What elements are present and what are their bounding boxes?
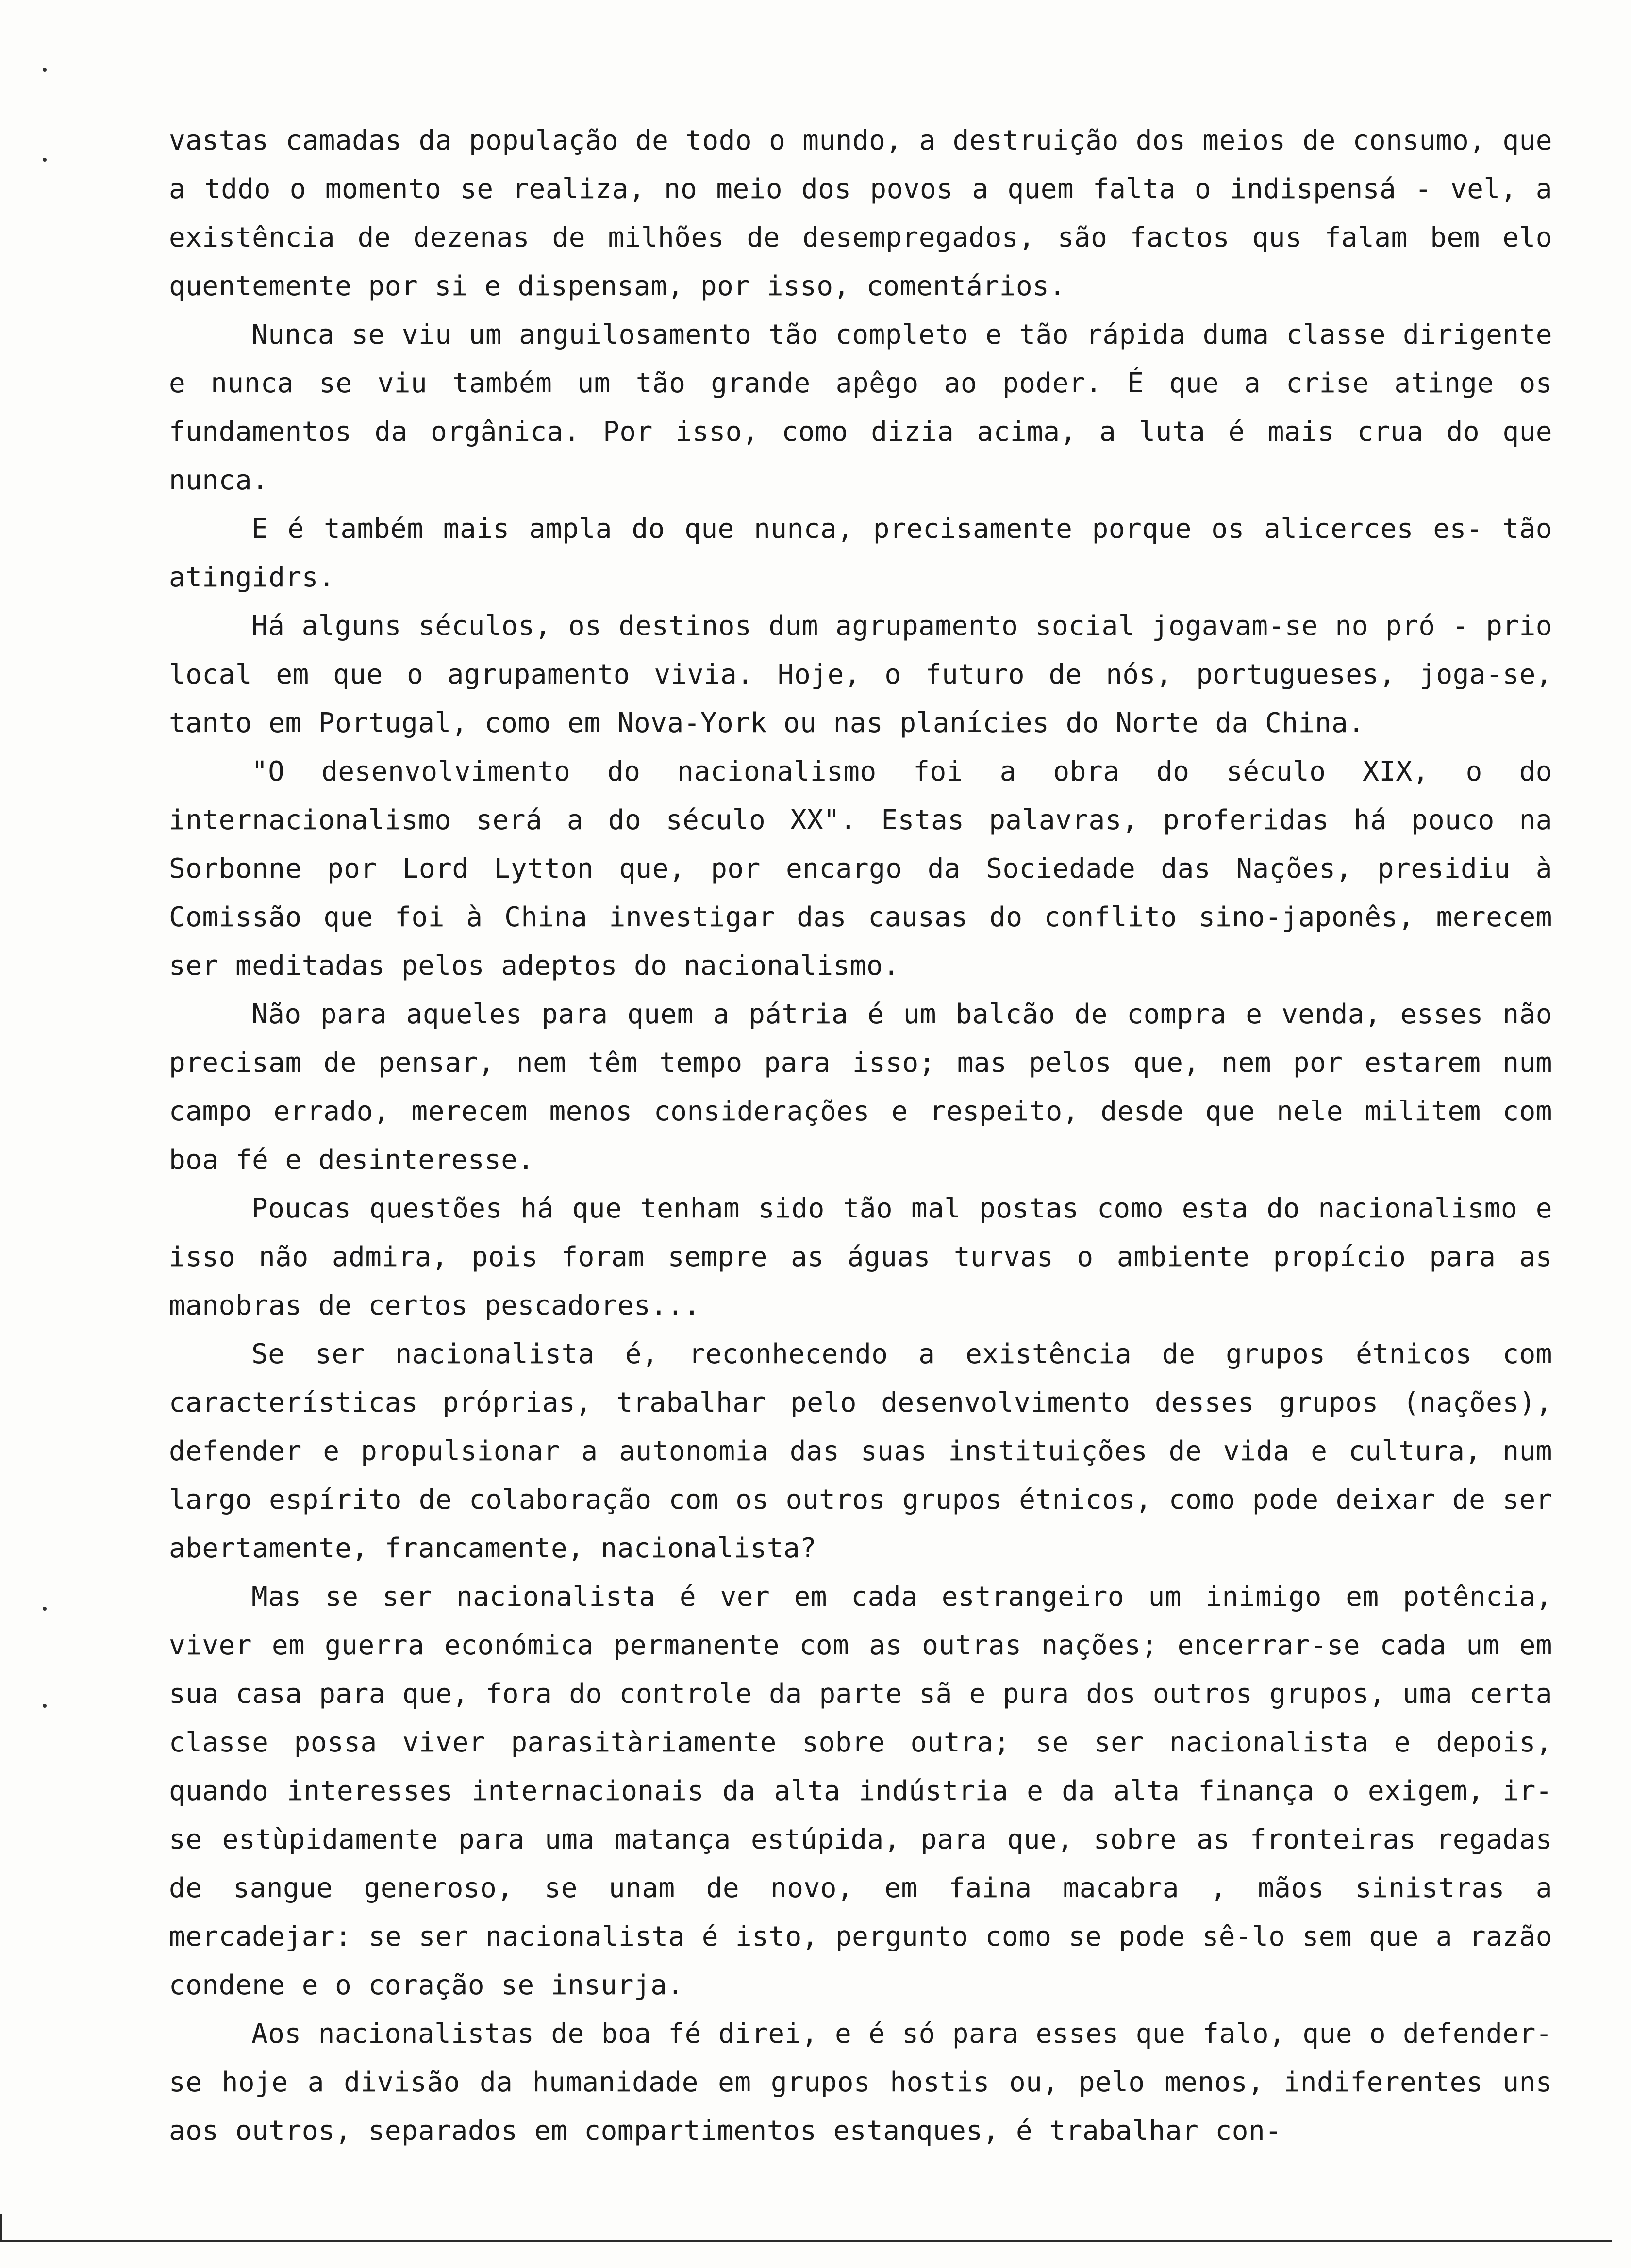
document-body [169,117,1552,2155]
page-edge-mark [0,2214,7,2241]
paragraph-1: vastas camadas da população de todo o mundo, a destruição dos meios de consumo, que a tddo o momento se realiza, no meio dos povos a quem falta o indispensá - vel, a existência de dezenas de milhões de desempregados, são factos qus falam bem elo quentemente por si e dispensam, por isso, comentários. [169,125,1552,302]
scan-speck [43,68,47,72]
page-bottom-rule [0,2240,1612,2242]
scan-speck [43,158,47,162]
paragraph-5: "O desenvolvimento do nacionalismo foi a obra do século XIX, o do internacionalismo será a do século XX". Estas palavras, proferidas há pouco na Sorbonne por Lord Lytton que, por encargo da Sociedade das Nações, presidiu à Comissão que foi à China investigar das causas do conflito sino-japonês, merecem ser meditadas pelos adeptos do nacionalismo. [169,756,1552,982]
paragraph-3: E é também mais ampla do que nunca, precisamente porque os alicerces es- tão atingidrs. [169,513,1552,593]
paragraph-9: Mas se ser nacionalista é ver em cada estrangeiro um inimigo em potência, viver em guerra económica permanente com as outras nações; encerrar-se cada um em sua casa para que, fora do controle da parte sã e pura dos outros grupos, uma certa classe possa viver parasitàriamente sobre outra; se ser nacionalista e depois, quando interesses internacionais da alta indústria e da alta finança o exigem, ir-se estùpidamente para uma matança estúpida, para que, sobre as fronteiras regadas de sangue generoso, se unam de novo, em faina macabra , mãos sinistras a mercadejar: se ser nacionalista é isto, pergunto como se pode sê-lo sem que a razão condene e o coração se insurja. [169,1581,1552,2001]
scan-speck [43,1704,47,1708]
paragraph-8: Se ser nacionalista é, reconhecendo a existência de grupos étnicos com características próprias, trabalhar pelo desenvolvimento desses grupos (nações), defender e propulsionar a autonomia das suas instituições de vida e cultura, num largo espírito de colaboração com os outros grupos étnicos, como pode deixar de ser abertamente, francamente, nacionalista? [169,1338,1552,1564]
paragraph-7: Poucas questões há que tenham sido tão mal postas como esta do nacionalismo e isso não admira, pois foram sempre as águas turvas o ambiente propício para as manobras de certos pescadores... [169,1193,1552,1321]
paragraph-10: Aos nacionalistas de boa fé direi, e é só para esses que falo, que o defender-se hoje a divisão da humanidade em grupos hostis ou, pelo menos, indiferentes uns aos outros, separados em compartimentos estanques, é trabalhar con- [169,2018,1552,2147]
paragraph-2: Nunca se viu um anguilosamento tão completo e tão rápida duma classe dirigente e nunca se viu também um tão grande apêgo ao poder. É que a crise atinge os fundamentos da orgânica. Por isso, como dizia acima, a luta é mais crua do que nunca. [169,319,1552,496]
scan-speck [43,1607,47,1611]
paragraph-4: Há alguns séculos, os destinos dum agrupamento social jogavam-se no pró - prio local em que o agrupamento vivia. Hoje, o futuro de nós, portugueses, joga-se, tanto em Portugal, como em Nova-York ou nas planícies do Norte da China. [169,610,1552,739]
paragraph-6: Não para aqueles para quem a pátria é um balcão de compra e venda, esses não precisam de pensar, nem têm tempo para isso; mas pelos que, nem por estarem num campo errado, merecem menos considerações e respeito, desde que nele militem com boa fé e desinteresse. [169,999,1552,1176]
